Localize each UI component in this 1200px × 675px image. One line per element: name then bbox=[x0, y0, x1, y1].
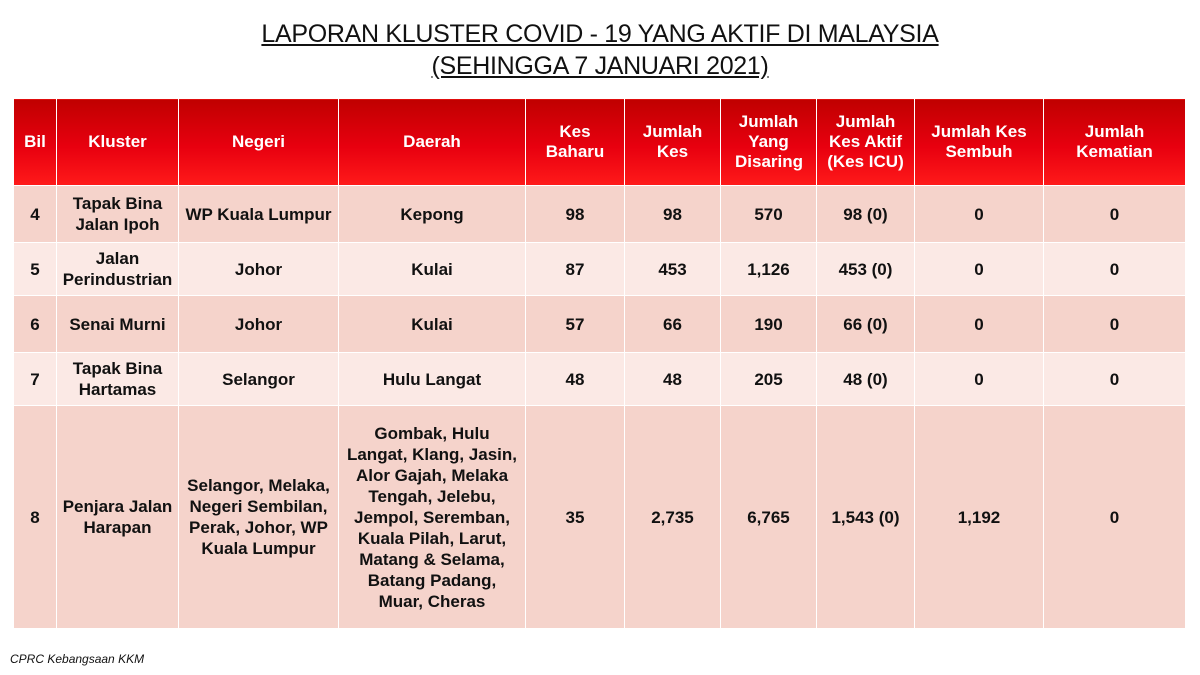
cell-daerah: Hulu Langat bbox=[339, 353, 526, 406]
cell-kematian: 0 bbox=[1044, 353, 1186, 406]
cell-kluster: Jalan Perindustrian bbox=[57, 243, 179, 296]
cell-negeri: Selangor, Melaka, Negeri Sembilan, Perak, Johor, WP Kuala Lumpur bbox=[179, 406, 339, 629]
header-bil: Bil bbox=[14, 99, 57, 186]
header-negeri: Negeri bbox=[179, 99, 339, 186]
table-row bbox=[14, 186, 1186, 243]
cell-jumlah-disaring: 6,765 bbox=[721, 406, 817, 629]
cell-kluster: Tapak Bina Hartamas bbox=[57, 353, 179, 406]
cluster-table bbox=[13, 98, 1186, 629]
cell-jumlah-disaring: 1,126 bbox=[721, 243, 817, 296]
cell-jumlah-disaring: 190 bbox=[721, 296, 817, 353]
cell-kes-aktif: 98 (0) bbox=[817, 186, 915, 243]
cell-kes-baharu: 35 bbox=[526, 406, 625, 629]
cell-kluster: Penjara Jalan Harapan bbox=[57, 406, 179, 629]
cell-kes-aktif: 453 (0) bbox=[817, 243, 915, 296]
cell-bil: 4 bbox=[14, 186, 57, 243]
cell-daerah: Gombak, Hulu Langat, Klang, Jasin, Alor Gajah, Melaka Tengah, Jelebu, Jempol, Seremban, Kuala Pilah, Larut, Matang & Selama, Batang Padang, Muar, Cheras bbox=[339, 406, 526, 629]
cell-kes-baharu: 48 bbox=[526, 353, 625, 406]
header-kes-aktif: Jumlah Kes Aktif (Kes ICU) bbox=[817, 99, 915, 186]
header-kes-baharu: Kes Baharu bbox=[526, 99, 625, 186]
header-kluster: Kluster bbox=[57, 99, 179, 186]
header-kematian: Jumlah Kematian bbox=[1044, 99, 1186, 186]
cell-kes-sembuh: 0 bbox=[915, 353, 1044, 406]
cell-bil: 6 bbox=[14, 296, 57, 353]
cell-daerah: Kepong bbox=[339, 186, 526, 243]
cell-kematian: 0 bbox=[1044, 186, 1186, 243]
cell-kes-sembuh: 0 bbox=[915, 243, 1044, 296]
header-daerah: Daerah bbox=[339, 99, 526, 186]
cell-jumlah-disaring: 205 bbox=[721, 353, 817, 406]
cell-negeri: WP Kuala Lumpur bbox=[179, 186, 339, 243]
cell-kluster: Senai Murni bbox=[57, 296, 179, 353]
cell-kluster: Tapak Bina Jalan Ipoh bbox=[57, 186, 179, 243]
header-kes-sembuh: Jumlah Kes Sembuh bbox=[915, 99, 1044, 186]
cell-kes-sembuh: 0 bbox=[915, 296, 1044, 353]
cell-daerah: Kulai bbox=[339, 243, 526, 296]
table-row bbox=[14, 296, 1186, 353]
table-header-row bbox=[14, 99, 1186, 186]
cell-kematian: 0 bbox=[1044, 243, 1186, 296]
cell-kes-baharu: 98 bbox=[526, 186, 625, 243]
cell-kes-sembuh: 1,192 bbox=[915, 406, 1044, 629]
title-line-2: (SEHINGGA 7 JANUARI 2021) bbox=[431, 52, 769, 80]
cell-bil: 8 bbox=[14, 406, 57, 629]
cell-jumlah-kes: 98 bbox=[625, 186, 721, 243]
cell-bil: 5 bbox=[14, 243, 57, 296]
cell-jumlah-kes: 48 bbox=[625, 353, 721, 406]
page-title bbox=[0, 18, 1200, 82]
cell-kes-aktif: 48 (0) bbox=[817, 353, 915, 406]
table-row bbox=[14, 243, 1186, 296]
header-jumlah-kes: Jumlah Kes bbox=[625, 99, 721, 186]
cell-kes-aktif: 1,543 (0) bbox=[817, 406, 915, 629]
cell-kes-sembuh: 0 bbox=[915, 186, 1044, 243]
cell-negeri: Johor bbox=[179, 296, 339, 353]
source-footer: CPRC Kebangsaan KKM bbox=[10, 652, 145, 666]
cell-negeri: Johor bbox=[179, 243, 339, 296]
cell-jumlah-kes: 453 bbox=[625, 243, 721, 296]
cell-kes-aktif: 66 (0) bbox=[817, 296, 915, 353]
header-jumlah-disaring: Jumlah Yang Disaring bbox=[721, 99, 817, 186]
cell-bil: 7 bbox=[14, 353, 57, 406]
cell-daerah: Kulai bbox=[339, 296, 526, 353]
cell-jumlah-disaring: 570 bbox=[721, 186, 817, 243]
cell-jumlah-kes: 2,735 bbox=[625, 406, 721, 629]
table-row bbox=[14, 406, 1186, 629]
cell-kematian: 0 bbox=[1044, 406, 1186, 629]
title-line-1: LAPORAN KLUSTER COVID - 19 YANG AKTIF DI MALAYSIA bbox=[261, 20, 939, 48]
cell-jumlah-kes: 66 bbox=[625, 296, 721, 353]
cell-negeri: Selangor bbox=[179, 353, 339, 406]
cell-kes-baharu: 87 bbox=[526, 243, 625, 296]
cell-kes-baharu: 57 bbox=[526, 296, 625, 353]
table-row bbox=[14, 353, 1186, 406]
cell-kematian: 0 bbox=[1044, 296, 1186, 353]
